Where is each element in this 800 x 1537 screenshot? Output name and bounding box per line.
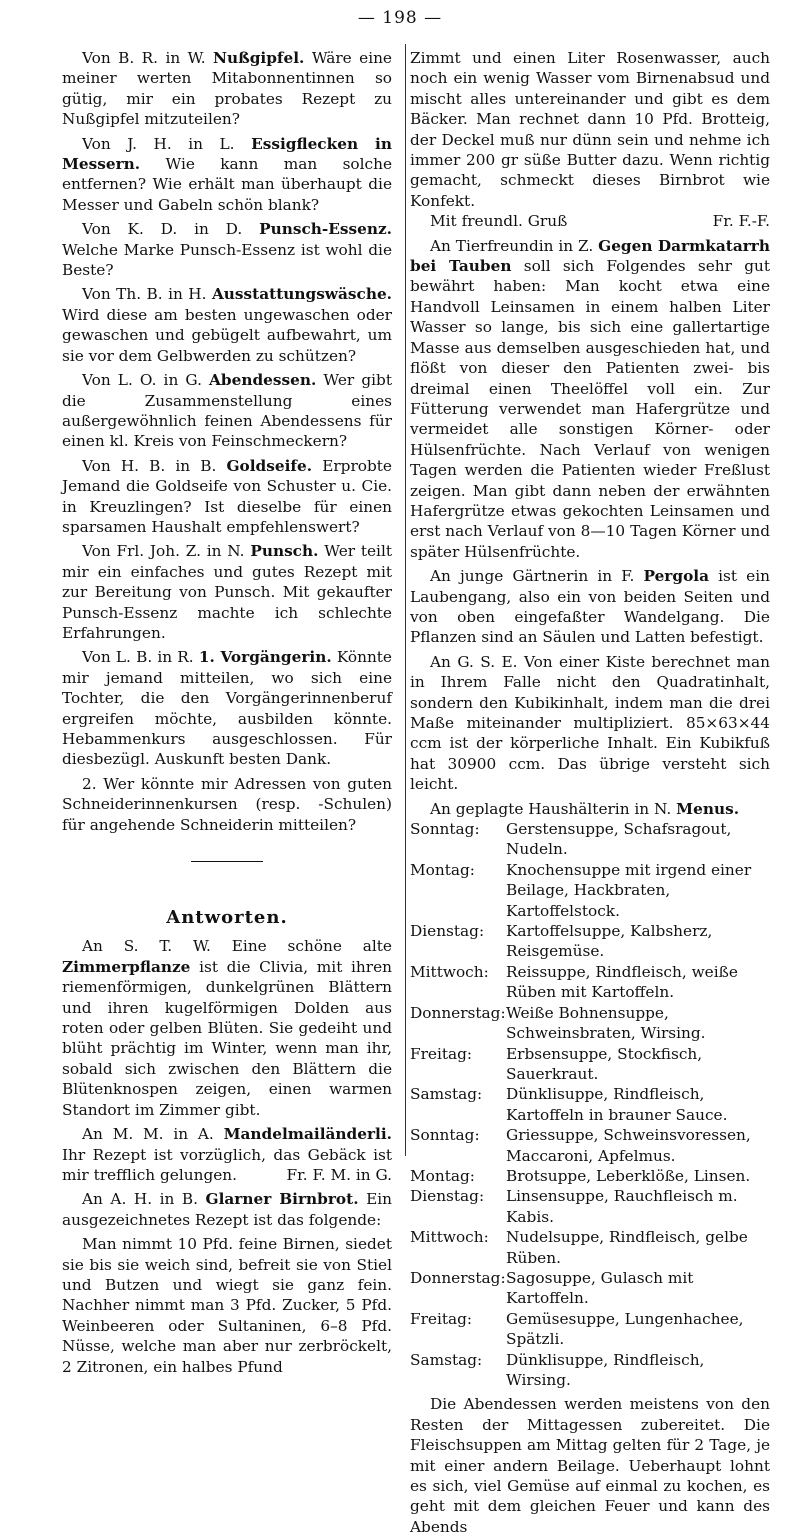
answer-menus-closing: Die Abendessen werden meistens von den Resten der Mittagessen zubereitet. Die Fleischsuppen am Mittag gelten für 2 Tage, je mit einer andern Beilage. Ueberhaupt lohnt es sich, viel Gemüse auf einmal zu kochen, es geht mit dem gleichen Feuer und kann des Abends [410, 1395, 770, 1536]
question-text: Könnte mir jemand mitteilen, wo sich eine Tochter, die den Vorgängerinnenberuf ergreifen möchte, ausbilden könnte. Hebammenkurs ausgeschlossen. Für diesbezügl. Auskunft besten Dank. [62, 648, 392, 769]
menu-dish: Griessuppe, Schweinsvoressen, Maccaroni, Apfelmus. [506, 1126, 751, 1165]
menu-day: Donnerstag: [410, 1003, 506, 1022]
answer-topic: Glarner Birnbrot. [205, 1190, 359, 1209]
answer-lead: An S. T. W. [82, 937, 211, 956]
question-text: Wie kann man solche entfernen? Wie erhält man überhaupt die Messer und Gabeln schön blank? [62, 155, 392, 214]
question-ausstattungswaesche [62, 284, 392, 366]
question-punsch-essenz [62, 219, 392, 280]
question-lead: Von B. R. in W. [82, 49, 206, 67]
answer-lead: An M. M. in A. [82, 1125, 214, 1144]
question-topic: Essigflecken in Messern. [62, 134, 392, 174]
menu-dish: Kartoffelsuppe, Kalbsherz, Reisgemüse. [506, 922, 713, 961]
question-schneiderin: 2. Wer könnte mir Adressen von guten Schneiderinnenkursen (resp. -Schulen) für angehende Schneiderin mitteilen? [62, 774, 392, 834]
answer-text: Ein ausgezeichnetes Rezept ist das folgende: [62, 1190, 392, 1229]
column-divider [405, 44, 406, 1156]
answer-pergola [410, 566, 770, 648]
question-text: Wer gibt die Zusammenstellung eines außergewöhnlich feinen Abendessens für einen kl. Kreis von Feinschmeckern? [62, 371, 392, 451]
menu-day: Montag: [410, 1166, 475, 1185]
answer-lead: An A. H. in B. [82, 1190, 198, 1209]
answer-birnbrot-body: Man nimmt 10 Pfd. feine Birnen, siedet sie bis sie weich sind, befreit sie von Stiel und Butzen und wiegt sie ganz fein. Nachher nimmt man 3 Pfd. Zucker, 5 Pfd. Weinbeeren oder Sultaninen, 6–8 Pfd. Nüsse, welche man aber nur zerbröckelt, 2 Zitronen, ein halbes Pfund [62, 1235, 392, 1376]
question-vorgaengerin [62, 647, 392, 769]
answer-birnbrot-continued: Zimmt und einen Liter Rosenwasser, auch noch ein wenig Wasser vom Birnenabsud und mischt alles untereinander und gibt es dem Bäcker. Man rechnet dann 10 Pfd. Brotteig, der Deckel muß nur dünn sein und nehme ich immer 200 gr süße Butter dazu. Wenn richtig gemacht, schmeckt dieses Birnbrot wie Konfekt. [410, 49, 770, 210]
answer-lead: An Tierfreundin in Z. [430, 236, 594, 255]
answer-greeting: Mit freundl. Gruß [430, 212, 568, 231]
question-topic: Abendessen. [209, 371, 317, 390]
answer-topic: Pergola [643, 567, 709, 586]
menu-list [410, 819, 770, 1390]
menu-dish: Dünklisuppe, Rindfleisch, Kartoffeln in brauner Sauce. [506, 1085, 728, 1124]
menu-dish: Reissuppe, Rindfleisch, weiße Rüben mit Kartoffeln. [506, 962, 738, 1002]
answer-lead: An geplagte Haushälterin in N. [430, 799, 672, 818]
menu-dish: Nudelsuppe, Rindfleisch, gelbe Rüben. [506, 1228, 748, 1267]
menu-dish: Gemüsesuppe, Lungenhachee, Spätzli. [506, 1309, 744, 1349]
menu-day: Sonntag: [410, 820, 480, 839]
answer-lead: An G. S. E. [430, 652, 518, 671]
answer-text: soll sich Folgendes sehr gut bewährt haben: Man kocht etwa eine Handvoll Leinsamen in einem halben Liter Wasser so lange, bis sich eine gallertartige Masse aus demselben ausgeschieden hat, und flößt von dieser den Patienten zwei- bis dreimal einen Theelöffel voll ein. Zur Fütterung verwendet man Hafergrütze und vermeidet alle sonstigen Körner- oder Hülsenfrüchte. Nach Verlauf von wenigen Tagen werden die Patienten wieder Freßlust zeigen. Man gibt dann neben der erwähnten Hafergrütze etwas gekochten Leinsamen und erst nach Verlauf von 8—10 Tagen Körner und später Hülsenfrüchte. [410, 257, 770, 561]
answer-topic: Gegen Darmkatarrh bei Tauben [410, 236, 770, 276]
question-goldseife [62, 456, 392, 538]
answer-text: ist die Clivia, mit ihren riemenförmigen, dunkelgrünen Blättern und ihren kugelförmigen Dolden aus roten oder gelben Blüten. Sie gedeiht und blüht prächtig im Winter, wenn man ihr, sobald sich zwischen den Blättern die Blütenknospen zeigen, einen warmen Standort im Zimmer gibt. [62, 957, 392, 1119]
page-number: — 198 — [357, 8, 443, 28]
question-topic: Punsch-Essenz. [259, 220, 392, 239]
question-lead: Von L. O. in G. [82, 371, 202, 390]
menu-day: Mittwoch: [410, 962, 489, 981]
question-essigflecken [62, 134, 392, 216]
question-lead: Von L. B. in R. [82, 648, 194, 667]
question-topic: Ausstattungswäsche. [211, 285, 392, 304]
menu-dish: Erbsensuppe, Stockfisch, Sauerkraut. [506, 1044, 703, 1083]
answer-text: Von einer Kiste berechnet man in Ihrem Falle nicht den Quadratinhalt, sondern den Kubikinhalt, indem man die drei Maße miteinander multipliziert. 85×63×44 ccm ist der körperliche Inhalt. Ein Kubikfuß hat 30900 ccm. Das übrige versteht sich leicht. [410, 652, 770, 794]
answer-topic: Menus. [676, 799, 740, 818]
answer-menus [410, 799, 770, 819]
menu-dish: Knochensuppe mit irgend einer Beilage, Hackbraten, Kartoffelstock. [506, 860, 752, 920]
menu-dish: Dünklisuppe, Rindfleisch, Wirsing. [506, 1350, 705, 1389]
question-text: Wäre eine meiner werten Mitabonnentinnen so gütig, mir ein probates Rezept zu Nußgipfel mitzuteilen? [62, 49, 392, 129]
answer-text: ist ein Laubengang, also ein von beiden Seiten und von oben eingefaßter Wandelgang. Die Pflanzen sind an Säulen und Latten befestigt. [410, 567, 770, 647]
answer-topic: Zimmerpflanze [62, 957, 191, 976]
left-column [62, 48, 392, 1377]
menu-dish: Brotsuppe, Leberklöße, Linsen. [506, 1166, 751, 1185]
answer-pre: Eine schöne alte [231, 937, 392, 956]
question-lead: Von H. B. in B. [82, 456, 217, 475]
question-lead: Von Frl. Joh. Z. in N. [82, 542, 245, 561]
answer-mandelmailaenderli [62, 1124, 392, 1185]
menu-day: Dienstag: [410, 1187, 485, 1206]
menu-day: Mittwoch: [410, 1228, 489, 1247]
answer-darmkatarrh [410, 236, 770, 563]
question-text: Welche Marke Punsch-Essenz ist wohl die Beste? [62, 240, 392, 280]
answer-birnbrot [62, 1189, 392, 1230]
answer-greeting-row [410, 211, 770, 231]
answer-signature: Fr. F. M. in G. [286, 1165, 392, 1184]
question-lead: Von J. H. in L. [82, 134, 235, 153]
menu-dish: Gerstensuppe, Schafsragout, Nudeln. [506, 820, 732, 859]
menu-day: Samstag: [410, 1350, 483, 1369]
answer-signature: Fr. F.-F. [712, 212, 770, 231]
menu-day: Sonntag: [410, 1126, 480, 1145]
menu-day: Dienstag: [410, 922, 485, 941]
answer-text: Ihr Rezept ist vorzüglich, das Gebäck ist mir trefflich gelungen. [62, 1145, 392, 1184]
question-abendessen [62, 370, 392, 452]
answer-topic: Mandelmailänderli. [223, 1125, 392, 1144]
answer-zimmerpflanze [62, 936, 392, 1120]
section-separator [191, 861, 263, 862]
menu-day: Freitag: [410, 1309, 473, 1328]
menu-day: Montag: [410, 860, 475, 879]
answer-lead: An junge Gärtnerin in F. [430, 567, 635, 586]
question-topic: Goldseife. [226, 456, 313, 475]
answer-kiste [410, 652, 770, 795]
question-lead: Von K. D. in D. [82, 220, 243, 239]
menu-dish: Sagosuppe, Gulasch mit Kartoffeln. [506, 1268, 694, 1308]
section-heading: Antworten. [166, 907, 288, 929]
menu-day: Donnerstag: [410, 1268, 506, 1287]
question-nussgipfel [62, 48, 392, 130]
menu-day: Freitag: [410, 1044, 473, 1063]
question-topic: Nußgipfel. [213, 49, 305, 67]
menu-dish: Linsensuppe, Rauchfleisch m. Kabis. [506, 1187, 738, 1226]
question-punsch [62, 541, 392, 643]
right-column [410, 48, 770, 1537]
question-text: Wird diese am besten ungewaschen oder gewaschen und gebügelt aufbewahrt, um sie vor dem Gelbwerden zu schützen? [62, 305, 392, 365]
question-topic: Punsch. [250, 542, 319, 561]
menu-day: Samstag: [410, 1085, 483, 1104]
question-text: Wer teilt mir ein einfaches und gutes Rezept mit zur Bereitung von Punsch. Mit gekaufter Punsch-Essenz machte ich schlechte Erfahrungen. [62, 542, 392, 642]
question-lead: Von Th. B. in H. [82, 285, 207, 304]
menu-dish: Weiße Bohnensuppe, Schweinsbraten, Wirsing. [506, 1003, 706, 1043]
question-topic: 1. Vorgängerin. [198, 648, 332, 667]
question-text: Erprobte Jemand die Goldseife von Schuster u. Cie. in Kreuzlingen? Ist dieselbe für einen sparsamen Haushalt empfehlenswert? [62, 456, 392, 536]
